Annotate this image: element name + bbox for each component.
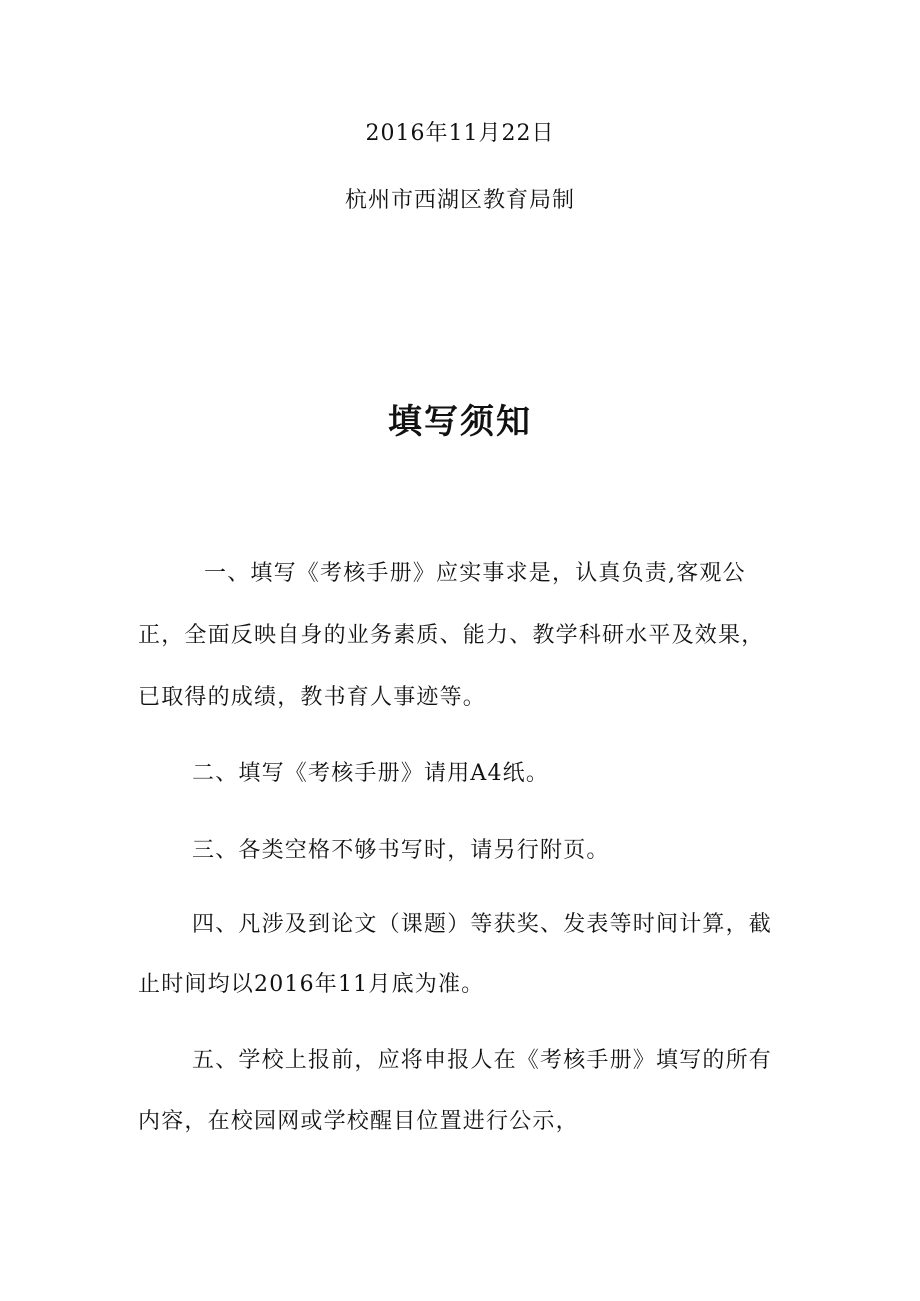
document-date: 2016年11月22日 [365,121,555,146]
instruction-4-line-1: 四、凡涉及到论文（课题）等获奖、发表等时间计算，截 [192,912,773,937]
instruction-5-line-1: 五、学校上报前，应将申报人在《考核手册》填写的所有 [192,1048,773,1073]
instruction-4-line-2: 止时间均以2016年11月底为准。 [138,972,485,997]
document-issuer: 杭州市西湖区教育局制 [344,188,575,213]
page-title: 填写须知 [388,402,532,442]
instruction-1-line-3: 已取得的成绩，教书育人事迹等。 [138,685,487,710]
instruction-2-line-1: 二、填写《考核手册》请用A4纸。 [192,761,550,786]
instruction-5-line-2: 内容，在校园网或学校醒目位置进行公示， [138,1109,579,1134]
instruction-1-line-1: 一、填写《考核手册》应实事求是，认真负责,客观公 [204,561,746,586]
instruction-1-line-2: 正，全面反映自身的业务素质、能力、教学科研水平及效果， [138,623,765,648]
instruction-3-line-1: 三、各类空格不够书写时，请另行附页。 [192,838,610,863]
